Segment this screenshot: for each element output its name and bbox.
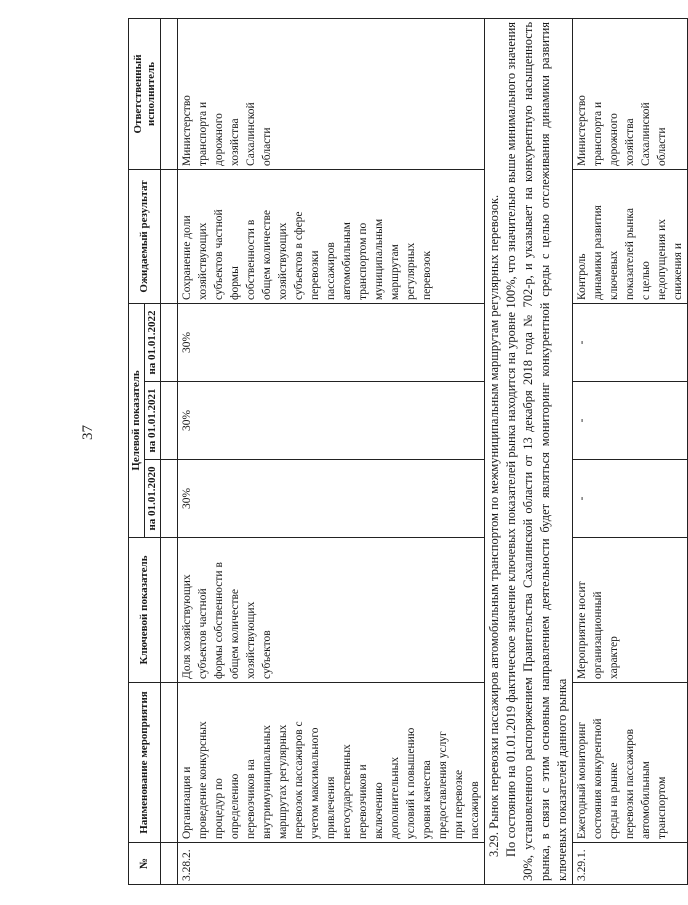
row-number: 3.29.1.	[573, 843, 688, 885]
key-indicator: Мероприятие носит организационный характер	[573, 538, 688, 683]
section-row	[485, 18, 573, 884]
col-header-2021: на 01.01.2021	[145, 382, 161, 460]
responsible: Министерство транспорта и дорожного хозяйства Сахалинской области	[178, 18, 485, 169]
col-header-indicator: Ключевой показатель	[129, 538, 161, 683]
target-2020: 30%	[178, 460, 485, 538]
col-header-target: Целевой показатель	[129, 303, 145, 537]
measures-table	[128, 18, 688, 885]
page-number: 37	[80, 425, 96, 440]
target-2020: -	[573, 460, 688, 538]
responsible: Министерство транспорта и дорожного хозяйства Сахалинской области	[573, 18, 688, 169]
empty-numbering-row	[161, 18, 178, 884]
target-2022: 30%	[178, 303, 485, 381]
measure-name: Организация и проведение конкурсных процедур по определению перевозчиков на внутримуниципальных маршрутах регулярных перевозок пассажиров с учетом максимального привлечения негосударственных перевозчиков и включению дополнительных условий к повышению уровня качества предоставления услуг при перевозке пассажиров	[178, 683, 485, 843]
measure-name: Ежегодный мониторинг состояния конкурентной среды на рынке перевозки пассажиров автомобильным транспортом	[573, 683, 688, 843]
col-header-expected: Ожидаемый результат	[129, 169, 161, 303]
key-indicator: Доля хозяйствующих субъектов частной формы собственности в общем количестве хозяйствующих субъектов	[178, 538, 485, 683]
col-header-num: №	[129, 843, 161, 885]
section-text: По состоянию на 01.01.2019 фактическое значение ключевых показателей рынка находится на уровне 100%, что значительно выше минимального значения 30%, установленного распоряжением Правительства Сахалинской области от 13 декабря 2018 года № 702-р, и указывает на конкурентную насыщенность рынка, в связи с этим основным направлением деятельности будет являться мониторинг конкурентной среды с целью отслеживания динамики развития ключевых показателей данного рынка	[504, 21, 569, 881]
rotated-page-content	[128, 19, 684, 885]
row-number: 3.28.2.	[178, 843, 485, 885]
section-cell	[485, 18, 573, 884]
table-row	[178, 18, 485, 884]
section-title: 3.29. Рынок перевозки пассажиров автомобильным транспортом по межмуниципальным маршрутам регулярных перевозок.	[487, 194, 501, 857]
expected-result: Сохранение доли хозяйствующих субъектов частной формы собственности в общем количестве хозяйствующих субъектов в сфере перевозки пассажиров автомобильным транспортом по муниципальным маршрутам регулярных перевозок	[178, 169, 485, 303]
col-header-2020: на 01.01.2020	[145, 460, 161, 538]
target-2022: -	[573, 303, 688, 381]
col-header-2022: на 01.01.2022	[145, 303, 161, 381]
header-row	[129, 18, 145, 884]
target-2021: 30%	[178, 382, 485, 460]
target-2021: -	[573, 382, 688, 460]
col-header-responsible: Ответственный исполнитель	[129, 18, 161, 169]
table-row	[573, 18, 688, 884]
expected-result: Контроль динамики развития ключевых показателей рынка с целью недопущения их снижения и	[573, 169, 688, 303]
col-header-name: Наименование мероприятия	[129, 683, 161, 843]
